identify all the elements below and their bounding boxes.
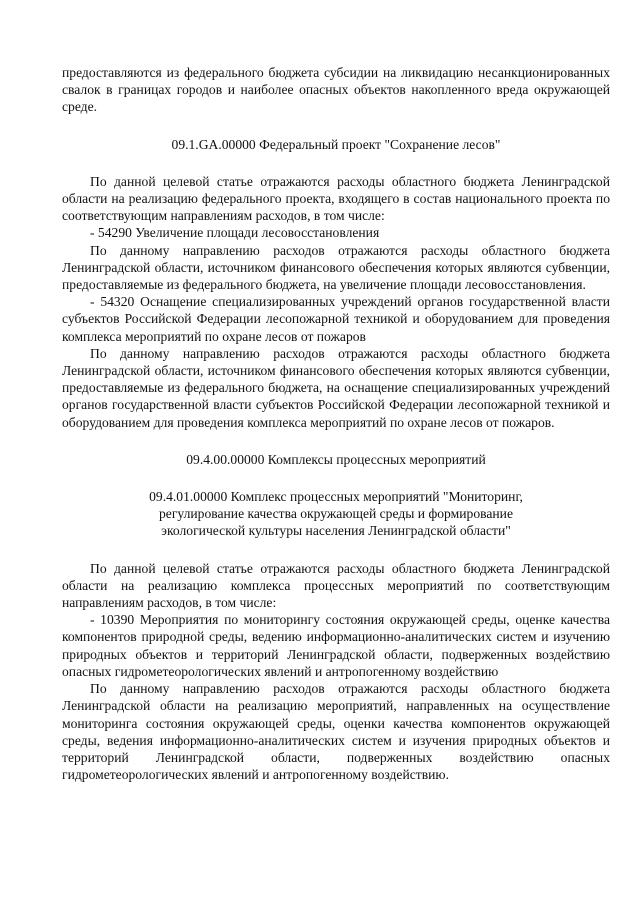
heading-process-complexes: 09.4.00.00000 Комплексы процессных мероприятий bbox=[186, 451, 486, 467]
paragraph-monitoring-intro: По данной целевой статье отражаются расходы областного бюджета Ленинградской области на реализацию комплекса процессных мероприятий по соответствующим направлениям расходов, в том числе: bbox=[62, 560, 610, 611]
paragraph-10390: По данному направлению расходов отражаются расходы областного бюджета Ленинградской области на реализацию мероприятий, направленных на осуществление мониторинга состояния окружающей среды, оценки качества компонентов окружающей среды, ведения информационно-аналитических систем и изучения природных объектов и территорий Ленинградской области, подверженных воздействию опасных гидрометеорологических явлений и антропогенному воздействию. bbox=[62, 681, 610, 783]
paragraph-intro: предоставляются из федерального бюджета субсидии на ликвидацию несанкционированных свалок в границах городов и наиболее опасных объектов накопленного вреда окружающей среде. bbox=[62, 65, 610, 115]
paragraph-54320: По данному направлению расходов отражаются расходы областного бюджета Ленинградской области, источником финансового обеспечения которых являются субвенции, предоставляемые из федерального бюджета, на оснащение специализированных учреждений органов государственной власти субъектов Российской Федерации лесопожарной техникой и оборудованием для проведения комплекса мероприятий по охране лесов от пожаров. bbox=[62, 345, 610, 430]
heading-monitoring-complex bbox=[62, 488, 610, 540]
list-item-54320: - 54320 Оснащение специализированных учреждений органов государственной власти субъектов Российской Федерации лесопожарной техникой и оборудованием для проведения комплекса мероприятий по охране лесов от пожаров bbox=[62, 294, 610, 344]
heading-monitoring-line-3: экологической культуры населения Ленинградской области" bbox=[161, 523, 511, 539]
list-item-10390: - 10390 Мероприятия по мониторингу состояния окружающей среды, оценке качества компонентов природной среды, ведению информационно-аналитических систем и изучению природных объектов и территорий Ленинградской области, подверженных воздействию опасных гидрометеорологических явлений и антропогенному воздействию bbox=[62, 612, 610, 679]
document-page bbox=[62, 64, 610, 783]
paragraph-forest-intro: По данной целевой статье отражаются расходы областного бюджета Ленинградской области на реализацию федерального проекта, входящего в состав национального проекта по соответствующим направлениям расходов, в том числе: bbox=[62, 173, 610, 224]
list-item-54290: - 54290 Увеличение площади лесовосстановления bbox=[90, 225, 380, 241]
paragraph-54290: По данному направлению расходов отражаются расходы областного бюджета Ленинградской области, источником финансового обеспечения которых являются субвенции, предоставляемые из федерального бюджета, на увеличение площади лесовосстановления. bbox=[62, 242, 610, 293]
heading-forest-project: 09.1.GA.00000 Федеральный проект "Сохранение лесов" bbox=[171, 136, 501, 152]
heading-monitoring-line-1: 09.4.01.00000 Комплекс процессных мероприятий "Мониторинг, bbox=[149, 489, 523, 505]
heading-monitoring-line-2: регулирование качества окружающей среды и формирование bbox=[159, 506, 513, 522]
